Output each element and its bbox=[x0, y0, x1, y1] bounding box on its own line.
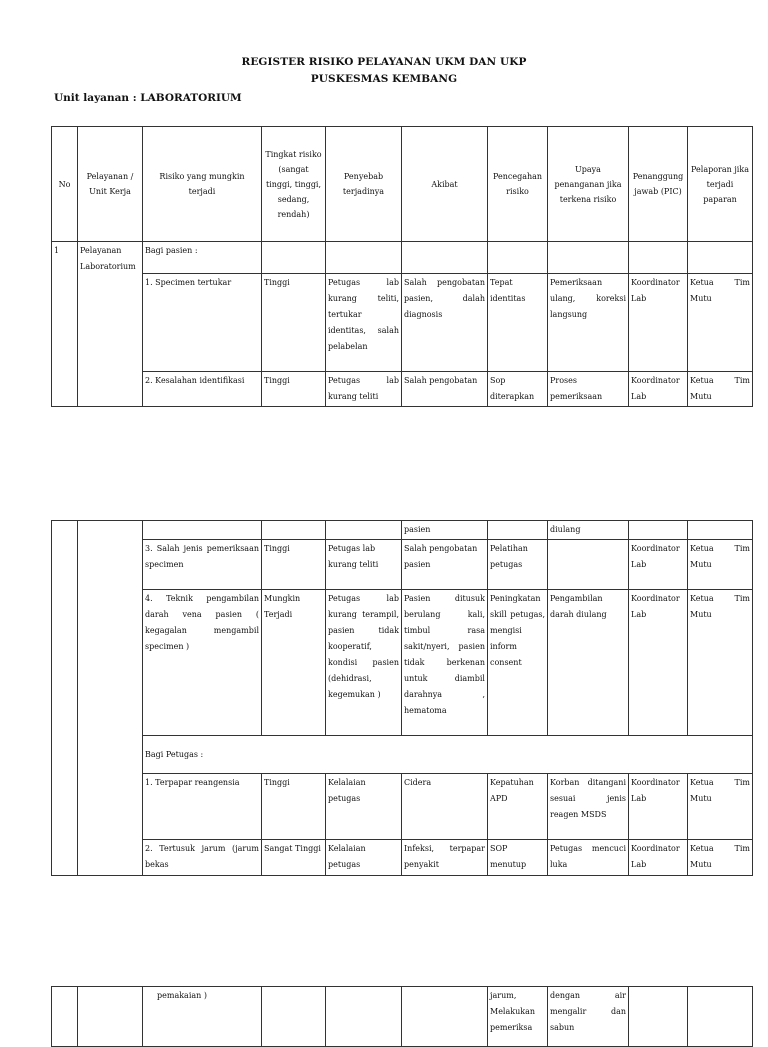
cell-tingkat: Mungkin Terjadi bbox=[262, 590, 326, 736]
table-row bbox=[52, 242, 753, 274]
cell-pelaporan: Ketua Tim Mutu bbox=[688, 590, 753, 736]
cell-pelaporan: Ketua Tim Mutu bbox=[688, 274, 753, 372]
table-row bbox=[52, 987, 753, 1047]
cell-risiko: pemakaian ) bbox=[143, 987, 262, 1047]
cell-upaya: Korban ditangani sesuai jenis reagen MSDS bbox=[548, 774, 629, 840]
cell-pencegahan: SOP menutup bbox=[488, 840, 548, 876]
cell-risiko: 1. Terpapar reangensia bbox=[143, 774, 262, 840]
cell-tingkat: Tinggi bbox=[262, 540, 326, 590]
cell-risiko: 1. Specimen tertukar bbox=[143, 274, 262, 372]
table-row bbox=[52, 521, 753, 540]
cell-akibat: Pasien ditusuk berulang kali, timbul rasa sakit/nyeri, pasien tidak berkenan untuk diambil darahnya , hematoma bbox=[402, 590, 488, 736]
table-row bbox=[52, 590, 753, 736]
header-akibat: Akibat bbox=[402, 127, 488, 242]
header-upaya: Upaya penanganan jika terkena risiko bbox=[548, 127, 629, 242]
cell-upaya: Proses pemeriksaan bbox=[548, 372, 629, 407]
cell-pencegahan: Sop diterapkan bbox=[488, 372, 548, 407]
cell-risiko: 2. Tertusuk jarum (jarum bekas bbox=[143, 840, 262, 876]
section-label: Bagi pasien : bbox=[143, 242, 262, 274]
unit-label: Unit layanan : LABORATORIUM bbox=[54, 92, 242, 104]
cell-pelaporan: Ketua Tim Mutu bbox=[688, 840, 753, 876]
cell-upaya: dengan air mengalir dan sabun bbox=[548, 987, 629, 1047]
header-penyebab: Penyebab terjadinya bbox=[326, 127, 402, 242]
cell-upaya: Pemeriksaan ulang, koreksi langsung bbox=[548, 274, 629, 372]
cell-tingkat: Tinggi bbox=[262, 372, 326, 407]
header-layanan: Pelayanan / Unit Kerja bbox=[78, 127, 143, 242]
header-risiko: Risiko yang mungkin terjadi bbox=[143, 127, 262, 242]
cell-tingkat: Sangat Tinggi bbox=[262, 840, 326, 876]
cell-penyebab: Kelalaian petugas bbox=[326, 840, 402, 876]
cell-pic: Koordinator Lab bbox=[629, 590, 688, 736]
cell-akibat: Cidera bbox=[402, 774, 488, 840]
cell-pelaporan: Ketua Tim Mutu bbox=[688, 540, 753, 590]
header-no: No bbox=[52, 127, 78, 242]
cell-pencegahan: Tepat identitas bbox=[488, 274, 548, 372]
cell-pic: Koordinator Lab bbox=[629, 274, 688, 372]
cell-akibat: Salah pengobatan bbox=[402, 372, 488, 407]
document-title: REGISTER RISIKO PELAYANAN UKM DAN UKP bbox=[241, 56, 527, 68]
table-row bbox=[52, 372, 753, 407]
cell-penyebab: Petugas lab kurang terampil, pasien tidak kooperatif, kondisi pasien (dehidrasi, kegemukan ) bbox=[326, 590, 402, 736]
table-row bbox=[52, 540, 753, 590]
cell-upaya: Pengambilan darah diulang bbox=[548, 590, 629, 736]
cell-akibat: Salah pengobatan pasien bbox=[402, 540, 488, 590]
cell-upaya: Petugas mencuci luka bbox=[548, 840, 629, 876]
cell-penyebab: Petugas lab kurang teliti bbox=[326, 540, 402, 590]
header-pic: Penanggung jawab (PIC) bbox=[629, 127, 688, 242]
table-row bbox=[52, 840, 753, 876]
cell-akibat: Infeksi, terpapar penyakit bbox=[402, 840, 488, 876]
cell-upaya bbox=[548, 540, 629, 590]
cell-pic: Koordinator Lab bbox=[629, 540, 688, 590]
cell-pencegahan: jarum, Melakukan pemeriksa bbox=[488, 987, 548, 1047]
cell-penyebab: Petugas lab kurang teliti, tertukar identitas, salah pelabelan bbox=[326, 274, 402, 372]
cell-layanan: Pelayanan Laboratorium bbox=[78, 242, 143, 407]
document-subtitle: PUSKESMAS KEMBANG bbox=[310, 73, 458, 85]
risk-register-table-page-2 bbox=[51, 520, 753, 876]
cell-upaya: diulang bbox=[548, 521, 629, 540]
cell-tingkat: Tinggi bbox=[262, 774, 326, 840]
cell-risiko: 4. Teknik pengambilan darah vena pasien ( kegagalan mengambil specimen ) bbox=[143, 590, 262, 736]
risk-register-table-page-3 bbox=[51, 986, 753, 1047]
cell-risiko: 3. Salah jenis pemeriksaan specimen bbox=[143, 540, 262, 590]
cell-risiko: 2. Kesalahan identifikasi bbox=[143, 372, 262, 407]
table-row bbox=[52, 774, 753, 840]
section-label: Bagi Petugas : bbox=[143, 736, 753, 774]
cell-akibat: pasien bbox=[402, 521, 488, 540]
risk-register-table-page-1 bbox=[51, 126, 753, 407]
cell-no: 1 bbox=[52, 242, 78, 407]
header-tingkat: Tingkat risiko (sangat tinggi, tinggi, sedang, rendah) bbox=[262, 127, 326, 242]
table-row bbox=[52, 274, 753, 372]
header-pelaporan: Pelaporan jika terjadi paparan bbox=[688, 127, 753, 242]
cell-pencegahan: Peningkatan skill petugas, mengisi inform consent bbox=[488, 590, 548, 736]
cell-pelaporan: Ketua Tim Mutu bbox=[688, 372, 753, 407]
cell-pic: Koordinator Lab bbox=[629, 372, 688, 407]
header-row bbox=[52, 127, 753, 242]
cell-pencegahan: Kepatuhan APD bbox=[488, 774, 548, 840]
cell-pic: Koordinator Lab bbox=[629, 840, 688, 876]
cell-penyebab: Petugas lab kurang teliti bbox=[326, 372, 402, 407]
cell-pencegahan: Pelatihan petugas bbox=[488, 540, 548, 590]
cell-tingkat: Tinggi bbox=[262, 274, 326, 372]
cell-akibat: Salah pengobatan pasien, dalah diagnosis bbox=[402, 274, 488, 372]
cell-pelaporan: Ketua Tim Mutu bbox=[688, 774, 753, 840]
cell-penyebab: Kelalaian petugas bbox=[326, 774, 402, 840]
header-pencegahan: Pencegahan risiko bbox=[488, 127, 548, 242]
cell-pic: Koordinator Lab bbox=[629, 774, 688, 840]
table-row bbox=[52, 736, 753, 774]
